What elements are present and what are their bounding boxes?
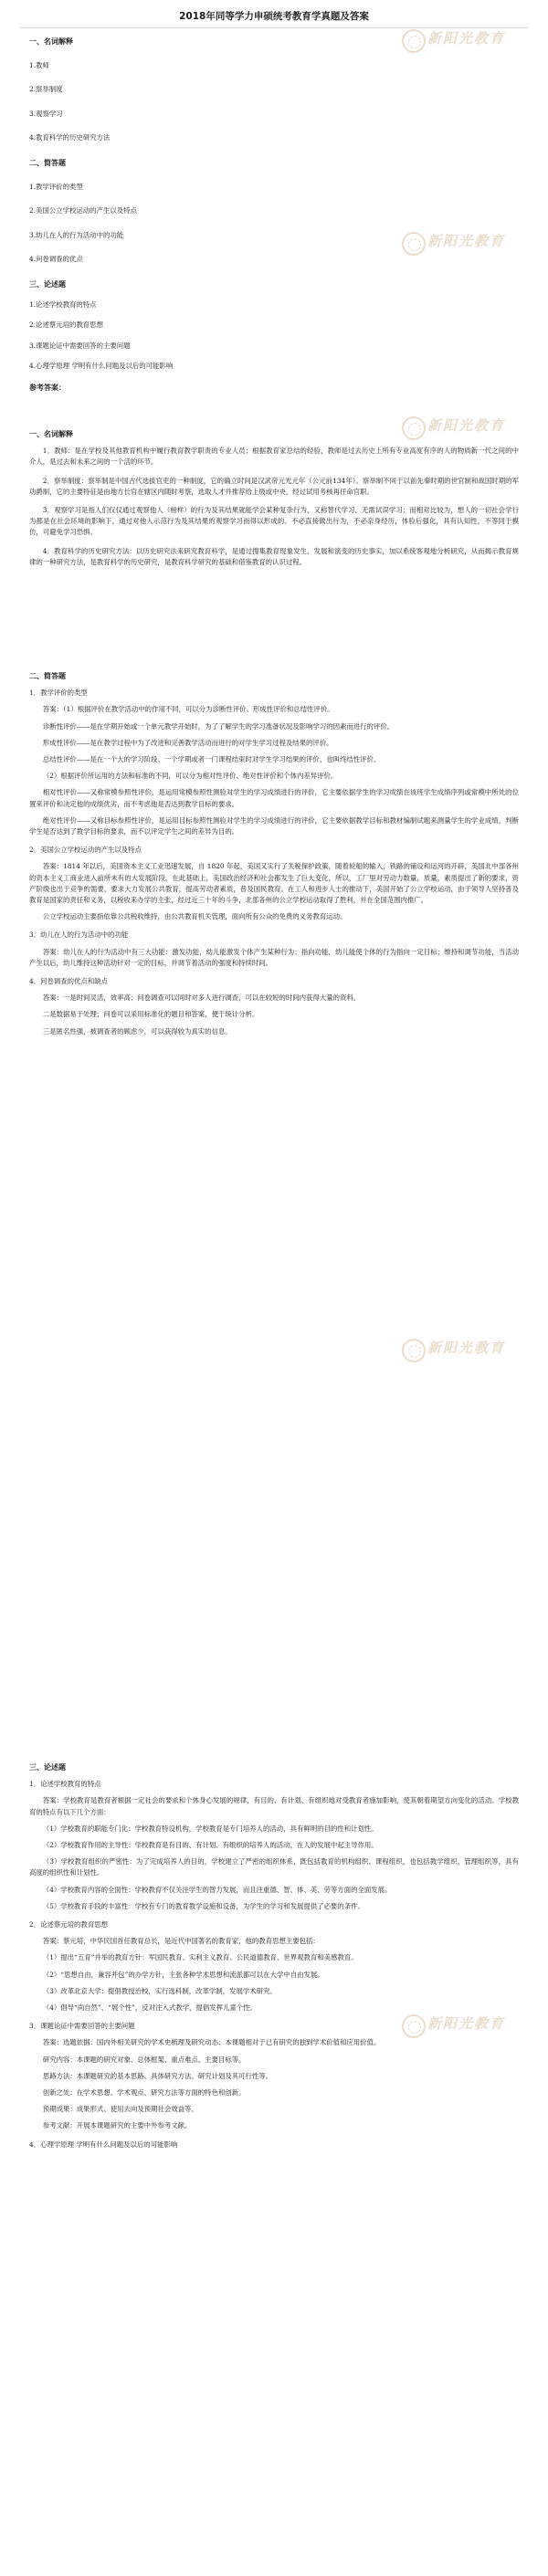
answer-paragraph: 形成性评价——是在教学过程中为了改进和完善教学活动而进行的对学生学习过程及结果的评价。 xyxy=(42,738,333,747)
answer-point: 思路方法：本课题研究的基本思路、具体研究方法、研究计划及其可行性等。 xyxy=(42,2071,273,2080)
section-heading: 三、论述题 xyxy=(29,1763,66,1772)
question-item: 2.美国公立学校运动的产生以及特点 xyxy=(29,206,137,216)
answers-label: 参考答案： xyxy=(29,384,66,393)
answer-point: （3）学校教育组织的严密性：为了完成培养人的目的，学校建立了严密的组织体系，既包括教育的机构组织、课程组织，也包括教学组织、管理组织等，具有高度的组织性和计划性。 xyxy=(29,1857,519,1877)
section-heading: 一、名词解释 xyxy=(29,37,73,46)
question-item: 1.教师 xyxy=(29,61,49,70)
answer-point: （4）倡导“尚自然”、“展个性”，反对注入式教学，提倡发挥儿童个性。 xyxy=(42,2003,257,2013)
answer-point: （1）学校教育的职能专门化：学校教育特设机构，学校教育是专门培养人的活动，具有鲜明的目的性和计划性。 xyxy=(42,1824,378,1833)
question-item: 2.察举制度 xyxy=(29,85,63,94)
answer-paragraph: 总结性评价——是在一个大的学习阶段、一个学期或者一门课程结束时对学生学习结果的评价，也叫终结性评价。 xyxy=(42,755,381,764)
section-heading: 三、论述题 xyxy=(29,280,66,289)
answer-paragraph: 1．教师：是在学校及其他教育机构中履行教育教学职责的专业人员；根据教育家总结的经验，教师是过去历史上所有专业高度有序的人的物质新一代之间的中介人，是过去和未来之间的一个活的环节。 xyxy=(29,447,519,467)
answer-question-title: 2．美国公立学校运动的产生以及特点 xyxy=(29,846,142,855)
watermark: 新阳光教育 xyxy=(427,417,506,434)
question-item: 3.观察学习 xyxy=(29,109,63,118)
answer-paragraph: 答案：（1）根据评价在教学活动中的作用不同，可以分为诊断性评价、形成性评价和总结性评价。 xyxy=(42,705,334,714)
question-item: 3.课题论证中需要回答的主要问题 xyxy=(29,341,131,350)
answer-paragraph: 公立学校运动主要指依靠公共税收维持，由公共教育机关管理，面向所有公众的免费的义务教育运动。 xyxy=(42,912,347,921)
answer-paragraph: 3．观察学习是指人们仅仅通过观察他人（榜样）的行为及其结果就能学会某种复杂行为，又称替代学习、无需试误学习；而相对比较为，想人的一切社会学行为都是在社会环境的影响下，通过对他人示范行为及其结果的观察学习而得以形成的。不必直接做出行为，不必亲身经历，体验后强化，具有认知性，不等同于模仿，可避免学习恐惧。 xyxy=(29,506,519,537)
answer-paragraph: （2）根据评价所运用的方法和标准的不同，可以分为相对性评价、绝对性评价和个体内差异评价。 xyxy=(42,772,338,781)
answer-point: （1）提出“五育”并举的教育方针：军国民教育、实利主义教育、公民道德教育、世界观教育和美感教育。 xyxy=(42,1953,358,1962)
section-heading: 二、简答题 xyxy=(29,159,66,168)
watermark-seal-icon xyxy=(402,1339,426,1362)
answers-part1 xyxy=(29,429,519,568)
answers-part2 xyxy=(29,671,519,1037)
answer-paragraph: 答案：蔡元培，中华民国首任教育总长，是近代中国著名的教育家，他的教育思想主要包括： xyxy=(42,1937,320,1946)
answer-point: （2）“思想自由，兼容并包”的办学方针，主张各种学术思想和流派都可以在大学中自由发展。 xyxy=(42,1970,324,1979)
questions-section xyxy=(29,37,519,394)
answer-paragraph: 2．察举制度：察举制是中国古代选拔官吏的一种制度，它的确立时间是汉武帝元光元年（公元前134年）。察举制不同于以前先秦时期的世官制和战国时期的军功爵制，它的主要特征是由地方长官在辖区内随时考察，选取人才并推荐给上级或中央，经过试用考核再任命官职。 xyxy=(29,476,519,496)
answer-paragraph: 4．教育科学的历史研究方法：以历史研究法来研究教育科学，是通过搜集教育现象发生、发展和演变的历史事实，加以系统客观地分析研究，从而揭示教育规律的一种研究方法，是教育科学的历史研究，是教育科学研究的基础和借鉴教育的认识过程。 xyxy=(29,546,519,566)
question-item: 1.论述学校教育的特点 xyxy=(29,300,97,310)
answer-paragraph: 答案：一是时间灵活，效率高；问卷调查可以同时对多人进行调查，可以在较短的时间内获得大量的资料。 xyxy=(42,994,361,1003)
answer-question-title: 4．问卷调查的优点和缺点 xyxy=(29,977,109,986)
answer-point: （4）学校教育内容的全面性：学校教育不仅关注学生的智力发展，而且注重德、智、体、美、劳等方面的全面发展。 xyxy=(42,1885,392,1894)
answer-question-title: 1．论述学校教育的特点 xyxy=(29,1780,101,1789)
answer-question-title: 1．教学评价的类型 xyxy=(29,689,88,698)
answer-paragraph: 二是数据易于处理；问卷可以采用标准化的题目和答案，便于统计分析。 xyxy=(42,1010,259,1019)
section-heading: 二、简答题 xyxy=(29,672,66,680)
answer-point: （3）改革北京大学：提倡教授治校，实行选科制，改革学制，发展学术研究。 xyxy=(42,1986,277,1995)
question-item: 4.问卷调查的优点 xyxy=(29,254,83,263)
answer-point: 参考文献：开展本课题研究的主要中外参考文献。 xyxy=(42,2121,192,2130)
title-divider xyxy=(20,27,528,28)
answer-paragraph: 答案：1814 年以后，美国资本主义工业迅速发展，自 1820 年起，美国又实行了关税保护政策，随着轮船的输入，铁路的铺设和运河的开辟，美国北中部各州的资本主义工商业进入前所未有的大发展阶段，在此基础上，美国政治经济和社会都发生了巨大变化，所以，工厂里对劳动力数量，质量，素质提出了新的要求，资产阶级也出于竞争的需要，要求大力发展公共教育，提高劳动者素质，普及国民教育。在工人和进步人士的推动下，美国开始了公立学校运动，由于领导人坚持普及教育是国家的责任和义务，以税收来办学的主张，经过近三十年的斗争，北部各州的公立学校运动取得了胜利，并在全国范围内推广。 xyxy=(29,862,519,905)
answer-paragraph: 答案：幼儿在人的行为活动中有三大功能：激发功能，幼儿能激发个体产生某种行为；指向功能，幼儿能使个体的行为指向一定目标；维持和调节功能，当活动产生以后，幼儿维持这种活动针对一定的目标，并调节着活动的强度和持续时间。 xyxy=(29,947,519,967)
answer-paragraph: 诊断性评价——是在学期开始或一个单元教学开始时，为了了解学生的学习准备状况及影响学习的因素而进行的评价。 xyxy=(42,721,395,731)
page-title: 2018年同等学力申硕统考教育学真题及答案 xyxy=(179,11,369,22)
watermark: 新阳光教育 xyxy=(427,2015,506,2032)
answer-paragraph: 答案：选题依据：国内外相关研究的学术史梳理及研究动态；本课题相对于已有研究的独到学术价值和应用价值。 xyxy=(42,2038,381,2047)
answer-question-title: 4．心理学原理 学明有什么问题及以后的可能影响 xyxy=(29,2140,178,2149)
answer-paragraph: 三是匿名性强，被调查者的顾虑少，可以获得较为真实的信息。 xyxy=(42,1026,232,1036)
watermark: 新阳光教育 xyxy=(427,1340,506,1356)
answer-paragraph: 绝对性评价——又称目标参照性评价，是运用目标参照性测验对学生的学习成绩进行的评价，它主要依据教学目标和教材编制试题来测量学生的学业成绩，判断学生是否达到了教学目标的要求，而不以评定学生之间的差异为目的。 xyxy=(29,815,519,836)
answer-point: （2）学校教育作用的主导性：学校教育是有目的、有计划、有组织的培养人的活动，在人的发展中起主导作用。 xyxy=(42,1841,378,1850)
answer-point: 预期成果：成果形式、使用去向及预期社会效益等。 xyxy=(42,2105,198,2114)
answer-point: （5）学校教育手段的丰富性：学校有专门的教育教学设施和设备，为学生的学习和发展提供了必要的条件。 xyxy=(42,1901,364,1910)
question-item: 2.论述蔡元培的教育思想 xyxy=(29,321,103,330)
answer-question-title: 3．课题论证中需要回答的主要问题 xyxy=(29,2022,135,2031)
answers-part3 xyxy=(29,1762,519,2150)
answer-question-title: 2．论述蔡元培的教育思想 xyxy=(29,1920,109,1929)
question-item: 1.教学评价的类型 xyxy=(29,183,83,192)
watermark: 新阳光教育 xyxy=(427,30,506,47)
question-item: 3.幼儿在人的行为活动中的功能 xyxy=(29,230,124,239)
answer-point: 创新之处：在学术思想、学术观点、研究方法等方面的特色和创新。 xyxy=(42,2088,246,2098)
answer-point: 研究内容：本课题的研究对象、总体框架、重点难点、主要目标等。 xyxy=(42,2055,246,2064)
question-item: 4.教育科学的历史研究方法 xyxy=(29,132,111,142)
answer-paragraph: 答案：学校教育是教育者根据一定社会的要求和个体身心发展的规律，有目的、有计划、有组织地对受教育者施加影响，使其朝着期望方向变化的活动。学校教育的特点有以下几个方面： xyxy=(29,1796,519,1816)
question-item: 4.心理学原理 学明有什么问题及以后的可能影响 xyxy=(29,361,174,370)
watermark: 新阳光教育 xyxy=(427,233,506,249)
section-heading: 一、名词解释 xyxy=(29,430,73,438)
answer-paragraph: 相对性评价——又称常模参照性评价，是运用常模参照性测验对学生的学习成绩进行的评价，它主要依据学生的学习成绩在该班学生成绩序列或常模中所处的位置来评价和决定他的成绩优劣，而不考虑他是否达到教学目标的要求。 xyxy=(29,788,519,808)
answer-question-title: 3．幼儿在人的行为活动中的功能 xyxy=(29,931,129,940)
